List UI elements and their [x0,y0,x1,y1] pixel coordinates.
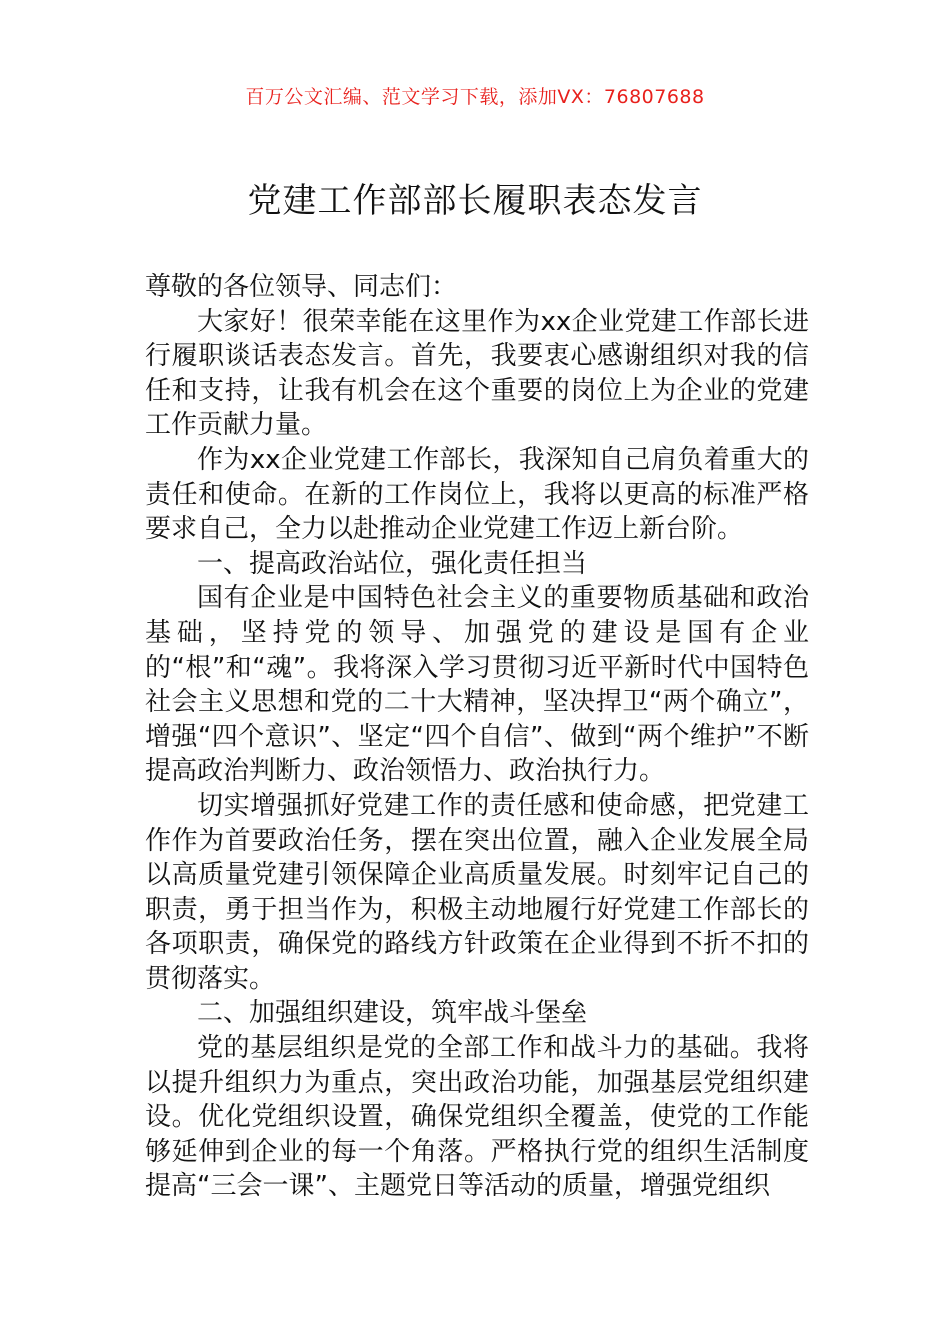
document-title: 党建工作部部长履职表态发言 [247,181,703,221]
header-watermark-note: 百万公文汇编、范文学习下载，添加VX：76807688 [245,86,705,108]
section-heading-2: 二、加强组织建设，筑牢战斗堡垒 [197,998,588,1029]
salutation: 尊敬的各位领导、同志们： [145,272,458,302]
paragraph-commitment: 作为xx企业党建工作部长，我深知自己肩负着重大的责任和使命。在新的工作岗位上，我将以更高的标准严格要求自己，全力以赴推动企业党建工作迈上新台阶。 [145,444,809,545]
paragraph-organization: 党的基层组织是党的全部工作和战斗力的基础。我将以提升组织力为重点，突出政治功能，加强基层党组织建设。优化党组织设置，确保党组织全覆盖，使党的工作能够延伸到企业的每一个角落。严格执行党的组织生活制度提高“三会一课”、主题党日等活动的质量，增强党组织 [145,1033,809,1202]
document-body [145,270,809,1204]
paragraph-greeting: 大家好！很荣幸能在这里作为xx企业党建工作部长进行履职谈话表态发言。首先，我要衷心感谢组织对我的信任和支持，让我有机会在这个重要的岗位上为企业的党建工作贡献力量。 [145,306,809,441]
section-heading-1: 一、提高政治站位，强化责任担当 [197,548,588,579]
paragraph-political-stance: 国有企业是中国特色社会主义的重要物质基础和政治基础，坚持党的领导、加强党的建设是国有企业的“根”和“魂”。我将深入学习贯彻习近平新时代中国特色社会主义思想和党的二十大精神，坚决捍卫“两个确立”，增强“四个意识”、坚定“四个自信”、做到“两个维护”不断提高政治判断力、政治领悟力、政治执行力。 [145,583,809,787]
paragraph-responsibility: 切实增强抓好党建工作的责任感和使命感，把党建工作作为首要政治任务，摆在突出位置，融入企业发展全局以高质量党建引领保障企业高质量发展。时刻牢记自己的职责，勇于担当作为，积极主动地履行好党建工作部长的各项职责，确保党的路线方针政策在企业得到不折不扣的贯彻落实。 [145,790,809,994]
